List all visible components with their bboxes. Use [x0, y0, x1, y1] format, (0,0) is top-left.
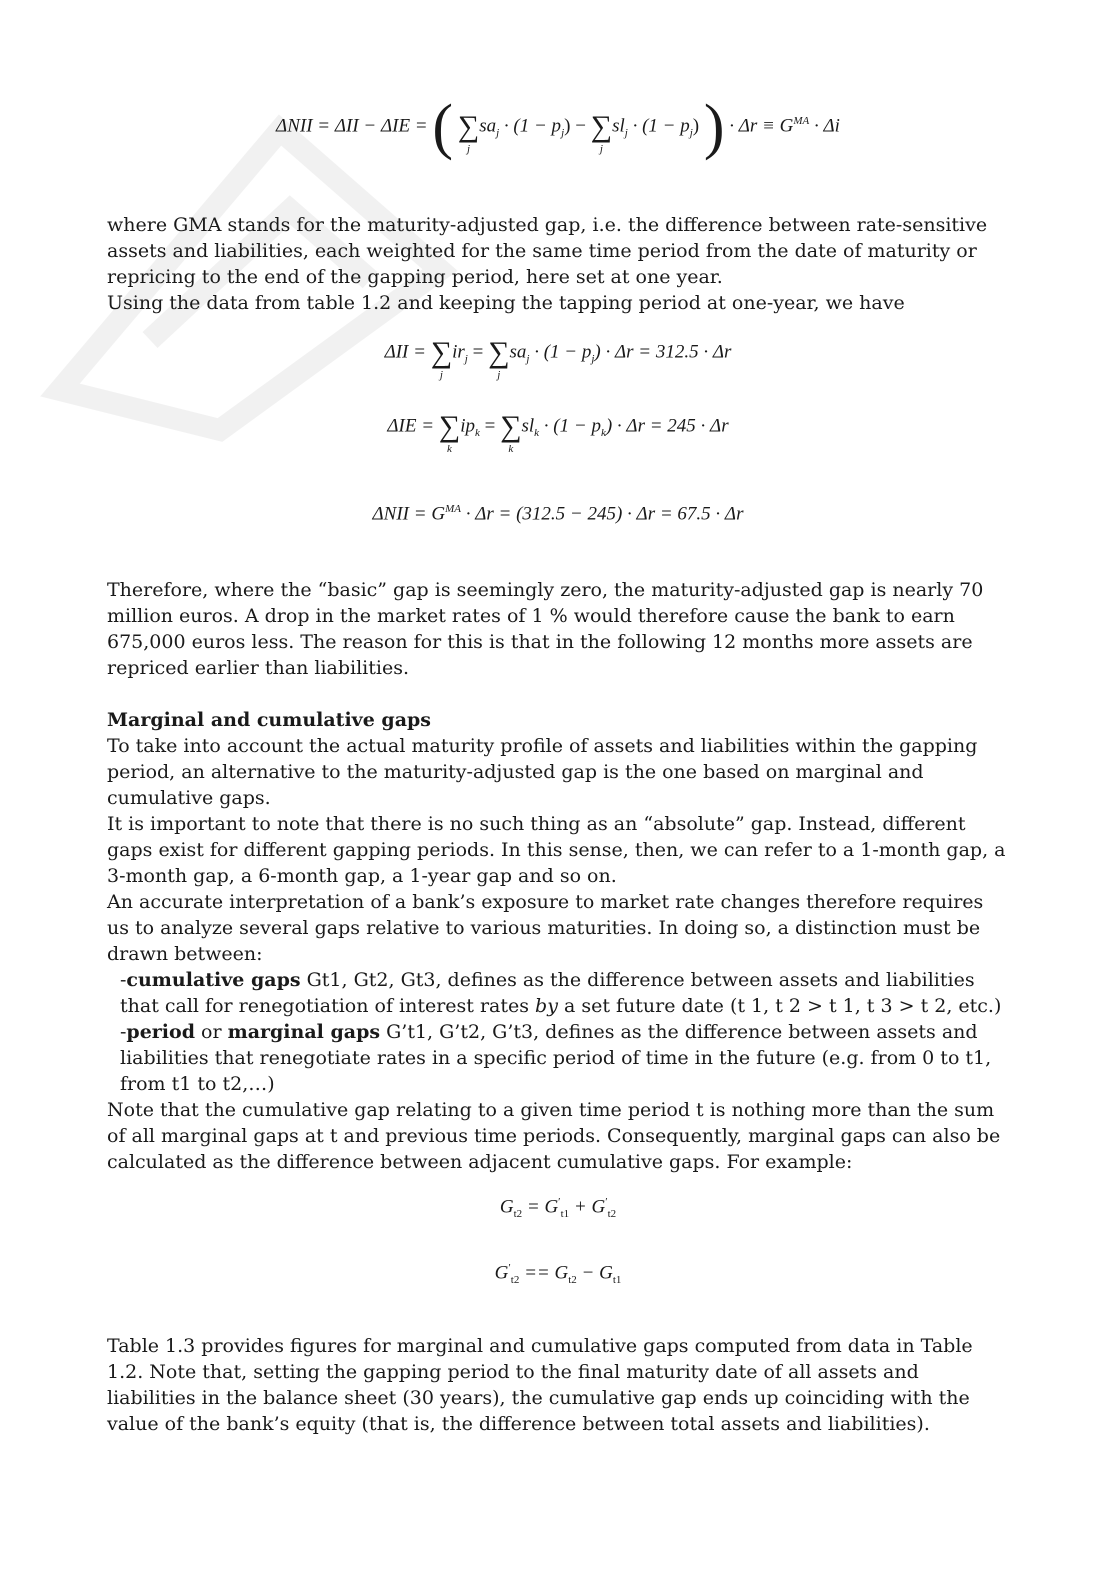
text-p3: Therefore, where the “basic” gap is seemingly zero, the maturity-adjusted gap is nearly 70 million euros. A drop in the market rates of 1 % would therefore cause the bank to earn 675,000 euros less. The reason for this is that in the following 12 months more assets are repriced earlier than liabilities. [107, 579, 984, 679]
sum-symbol: ∑ k [500, 410, 522, 455]
paragraph-table-1-3 [107, 1333, 1007, 1437]
bullet-cumulative-gaps: -cumulative gaps Gt1, Gt2, Gt3, defines as the difference between assets and liabilities that call for renegotiation of interest rates by a set future date (t 1, t 2 > t 1, t 3 > t 2, etc.) [120, 969, 1002, 1017]
sum-symbol: ∑ j [488, 336, 510, 381]
paragraph-gma-definition [107, 212, 1007, 316]
section-heading: Marginal and cumulative gaps [107, 709, 431, 731]
right-paren: ) [703, 93, 725, 161]
equation-delta-nii-result: $\Delta NII = G^{MA} \cdot \Delta r = (312.5 - 245) \cdot \Delta r = 67.5 \cdot \Delta r$ [372, 503, 744, 525]
text-p5: It is important to note that there is no such thing as an “absolute” gap. Instead, different gaps exist for different gapping periods. In this sense, then, we can refer to a 1-month gap, a 3-month gap, a 6-month gap, a 1-year gap and so on. [107, 813, 1006, 887]
left-paren: ( [432, 93, 454, 161]
equation-delta-nii: ΔNII = ΔII − ΔIE = ( ∑ j $sa_j \cdot (1 - p_j)$ − ∑ j $sl_j \cdot (1 - p_j)$ ) · $\Delta r \equiv G^{MA} \cdot \Delta i$ [276, 93, 840, 161]
equation-delta-ii: ΔII = ∑ j $ir_j$ = ∑ j $sa_j \cdot (1 - p_j) \cdot \Delta r = 312.5 \cdot \Delta r$ [384, 336, 732, 381]
sum-symbol: ∑ j [590, 110, 613, 155]
sum-symbol: ∑ j [430, 336, 453, 381]
text-p2: Using the data from table 1.2 and keeping the tapping period at one-year, we have [107, 292, 905, 314]
text-p4: To take into account the actual maturity profile of assets and liabilities within the gapping period, an alternative to the maturity-adjusted gap is the one based on marginal and cumulative gaps. [107, 735, 978, 809]
equation-cumulative-sum: $G_{t2} = G'_{t1} + G'_{t2}$ [499, 1196, 617, 1221]
equation-marginal-difference: $G'_{t2} == G_{t2} - G_{t1}$ [494, 1262, 622, 1287]
equation-delta-ie: ΔIE = ∑ k $ip_k$ = ∑ k $sl_k \cdot (1 - p_k) \cdot \Delta r = 245 \cdot \Delta r$ [387, 410, 729, 455]
paragraph-therefore [107, 577, 1007, 681]
text-p8: Table 1.3 provides figures for marginal and cumulative gaps computed from data in Table 1.2. Note that, setting the gapping period to the final maturity date of all assets and liabilities in the balance sheet (30 years), the cumulative gap ends up coinciding with the value of the bank’s equity (that is, the difference between total assets and liabilities). [107, 1335, 973, 1435]
section-marginal-cumulative [107, 707, 1007, 1175]
text-p6: An accurate interpretation of a bank’s exposure to market rate changes therefore requires us to analyze several gaps relative to various maturities. In doing so, a distinction must be drawn between: [107, 891, 984, 965]
text-p7: Note that the cumulative gap relating to a given time period t is nothing more than the sum of all marginal gaps at t and previous time periods. Consequently, marginal gaps can also be calculated as the difference between adjacent cumulative gaps. For example: [107, 1099, 1001, 1173]
text-p1: where GMA stands for the maturity-adjusted gap, i.e. the difference between rate-sensitive assets and liabilities, each weighted for the same time period from the date of maturity or repricing to the end of the gapping period, here set at one year. [107, 214, 988, 288]
eq1-lhs: ΔNII = ΔII − ΔIE = [276, 115, 428, 137]
bullet-marginal-gaps: -period or marginal gaps G’t1, G’t2, G’t3, defines as the difference between assets and liabilities that renegotiate rates in a specific period of time in the future (e.g. from 0 to t1, from t1 to t2,…) [120, 1021, 992, 1095]
sum-symbol: ∑ k [438, 410, 461, 455]
sum-symbol: ∑ j [457, 110, 480, 155]
